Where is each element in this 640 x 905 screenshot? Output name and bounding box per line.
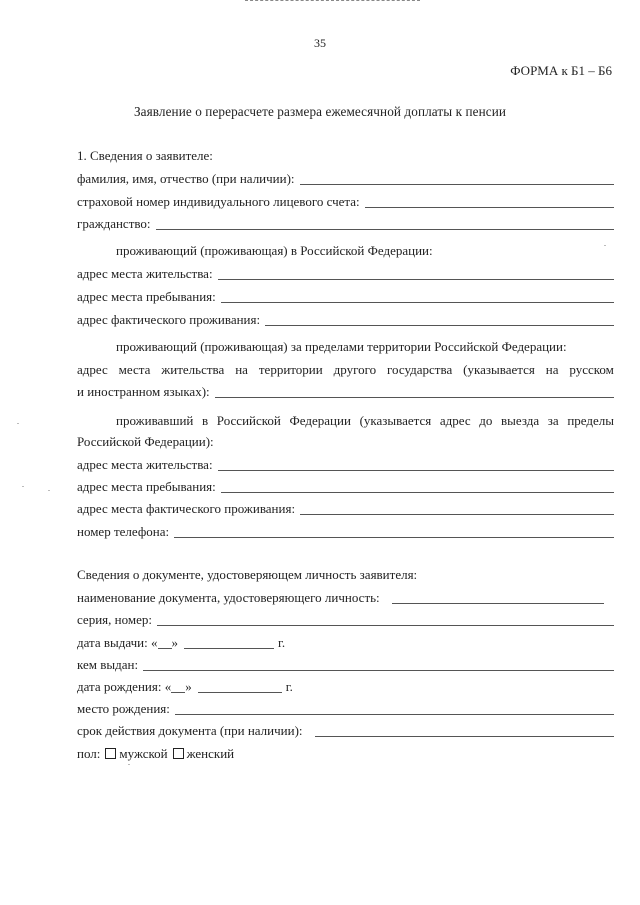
word: (указывается (463, 362, 535, 377)
validity-field[interactable] (77, 722, 614, 740)
sex-label: пол: (77, 746, 101, 761)
scan-speck (604, 245, 606, 246)
word: территории (258, 362, 323, 377)
doc-name-label: наименование документа, удостоверяющего личность: (77, 590, 380, 605)
birth-month-year-input-line[interactable] (198, 692, 282, 693)
rf-residence-label: адрес места жительства: (77, 266, 213, 281)
former-residence-field[interactable] (77, 456, 614, 474)
phone-label: номер телефона: (77, 524, 170, 539)
issue-date-quote: » (171, 635, 179, 650)
former-stay-input-line[interactable] (221, 492, 614, 493)
issue-date-prefix: дата выдачи: « (77, 635, 158, 650)
fio-label: фамилия, имя, отчество (при наличии): (77, 171, 295, 186)
issued-by-input-line[interactable] (143, 670, 614, 671)
living-abroad-heading: проживающий (проживающая) за пределами территории Российской Федерации: (116, 339, 567, 354)
issue-day-input-line[interactable] (158, 648, 172, 649)
birth-place-label: место рождения: (77, 701, 170, 716)
word: пределы (567, 413, 614, 428)
citizenship-field[interactable] (77, 215, 614, 233)
scan-speck (17, 423, 19, 424)
word: на (545, 362, 559, 377)
word: проживавший (116, 413, 194, 428)
former-stay-field[interactable] (77, 478, 614, 496)
issued-by-label: кем выдан: (77, 657, 139, 672)
abroad-address-line1 (77, 361, 614, 379)
word: жительства (161, 362, 225, 377)
issue-month-year-input-line[interactable] (184, 648, 274, 649)
male-checkbox[interactable] (105, 748, 116, 759)
citizenship-input-line[interactable] (156, 229, 614, 230)
word: Российской (216, 413, 281, 428)
citizenship-label: гражданство: (77, 216, 151, 231)
scan-speck (22, 486, 24, 487)
series-number-label: серия, номер: (77, 612, 152, 627)
issue-date-field[interactable] (77, 634, 614, 652)
word: (указывается (359, 413, 432, 428)
sex-field (77, 745, 234, 763)
rf-actual-field[interactable] (77, 311, 614, 329)
birth-place-input-line[interactable] (175, 714, 614, 715)
birth-date-quote: » (185, 679, 192, 694)
word: выезда (501, 413, 540, 428)
female-option-label: женский (186, 746, 235, 761)
phone-field[interactable] (77, 523, 614, 541)
rf-actual-input-line[interactable] (265, 325, 614, 326)
form-code: ФОРМА к Б1 – Б6 (510, 63, 612, 78)
validity-input-line[interactable] (315, 736, 614, 737)
word: государства (387, 362, 453, 377)
former-actual-input-line[interactable] (300, 514, 614, 515)
rf-stay-input-line[interactable] (221, 302, 614, 303)
word: адрес (77, 362, 108, 377)
series-number-input-line[interactable] (157, 625, 614, 626)
fio-field[interactable] (77, 170, 614, 188)
birth-place-field[interactable] (77, 700, 614, 718)
word: до (479, 413, 493, 428)
lived-in-rf-line2: Российской Федерации): (77, 434, 214, 449)
rf-residence-input-line[interactable] (218, 279, 614, 280)
word: адрес (439, 413, 471, 428)
doc-name-field[interactable] (77, 589, 614, 607)
abroad-address-label: и иностранном языках): (77, 384, 210, 399)
rf-stay-label: адрес места пребывания: (77, 289, 216, 304)
word: на (235, 362, 248, 377)
snils-label: страховой номер индивидуального лицевого счета: (77, 194, 360, 209)
former-residence-input-line[interactable] (218, 470, 614, 471)
rf-residence-field[interactable] (77, 265, 614, 283)
birth-year-suffix: г. (285, 679, 293, 694)
word: другого (333, 362, 377, 377)
document-title: Заявление о перерасчете размера ежемесячной доплаты к пенсии (133, 104, 507, 119)
scan-speck (128, 764, 130, 765)
former-actual-label: адрес места фактического проживания: (77, 501, 296, 516)
abroad-address-input-line[interactable] (215, 397, 614, 398)
word: Федерации (289, 413, 351, 428)
word: русском (569, 362, 614, 377)
scan-speck (48, 490, 50, 491)
phone-input-line[interactable] (174, 537, 614, 538)
female-checkbox[interactable] (173, 748, 184, 759)
validity-label: срок действия документа (при наличии): (77, 723, 303, 738)
birth-date-field[interactable] (77, 678, 614, 696)
word: в (202, 413, 209, 428)
lived-in-rf-line1 (116, 412, 614, 430)
issue-year-suffix: г. (278, 635, 286, 650)
word: места (118, 362, 151, 377)
document-heading: Сведения о документе, удостоверяющем личность заявителя: (77, 567, 418, 582)
fio-input-line[interactable] (300, 184, 614, 185)
former-residence-label: адрес места жительства: (77, 457, 213, 472)
applicant-section-heading: 1. Сведения о заявителе: (77, 148, 213, 163)
rf-actual-label: адрес фактического проживания: (77, 312, 261, 327)
former-actual-field[interactable] (77, 500, 614, 518)
birth-date-prefix: дата рождения: « (77, 679, 172, 694)
former-stay-label: адрес места пребывания: (77, 479, 216, 494)
issued-by-field[interactable] (77, 656, 614, 674)
snils-input-line[interactable] (365, 207, 614, 208)
snils-field[interactable] (77, 193, 614, 211)
word: за (547, 413, 559, 428)
birth-day-input-line[interactable] (171, 692, 185, 693)
scan-top-edge (245, 0, 420, 3)
series-number-field[interactable] (77, 611, 614, 629)
page-number: 35 (314, 36, 326, 50)
doc-name-input-line[interactable] (392, 603, 604, 604)
abroad-address-field[interactable] (77, 383, 614, 401)
living-in-rf-heading: проживающий (проживающая) в Российской Федерации: (116, 243, 433, 258)
rf-stay-field[interactable] (77, 288, 614, 306)
male-option-label: мужской (119, 746, 168, 761)
